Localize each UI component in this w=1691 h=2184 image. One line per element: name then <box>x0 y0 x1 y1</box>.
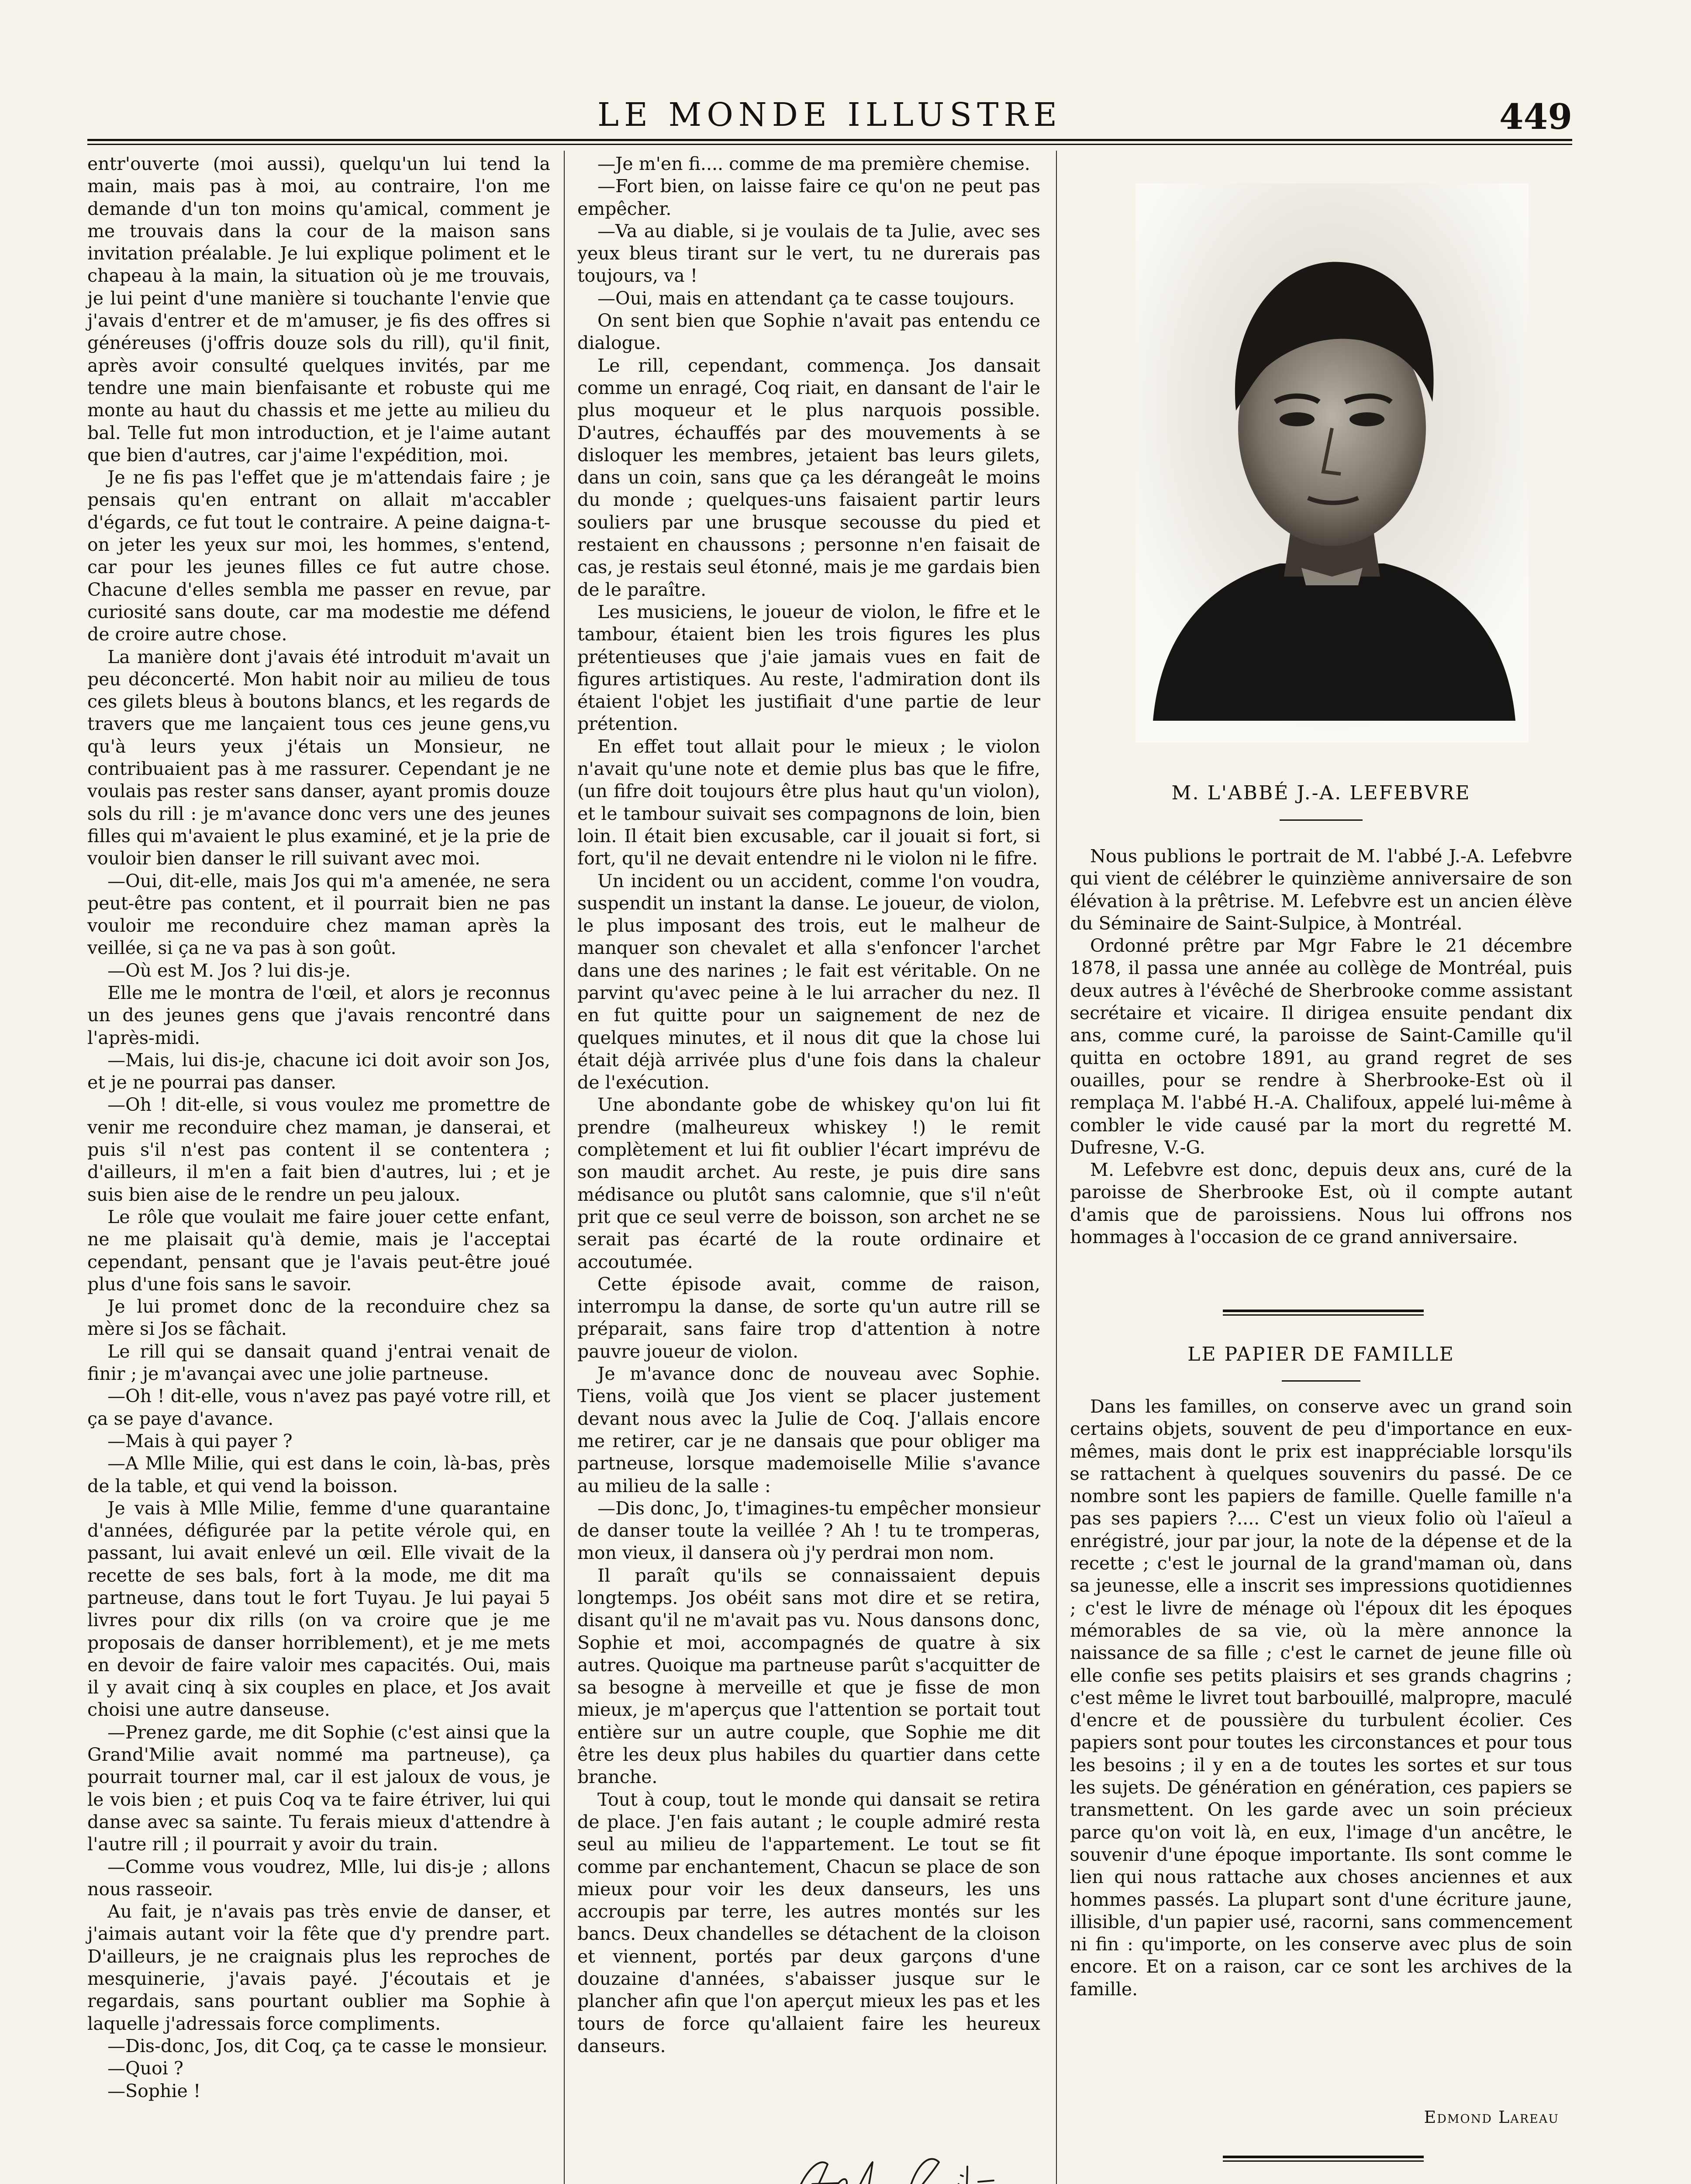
masthead-rule <box>87 139 1572 145</box>
paragraph: La manière dont j'avais été introduit m'avait un peu déconcerté. Mon habit noir au milieu de tous ces gilets bleus à boutons blancs, et les regards de travers que me lançaient tous ces jeune gens,vu qu'à leurs yeux j'étais un Monsieur, ne contribuaient pas à me rassurer. Cependant je ne voulais pas rester sans danser, ayant promis douze sols du rill : je m'avance donc vers une des jeunes filles qui m'avaient le plus examiné, et je la prie de vouloir bien danser le rill suivant avec moi. <box>87 646 550 869</box>
paragraph: —Mais à qui payer ? <box>107 1430 293 1451</box>
paragraph: Une abondante gobe de whiskey qu'on lui fit prendre (malheureux whiskey !) le remit complètement et lui fit oublier l'écart imprévu de son maudit archet. Au reste, je puis dire sans médisance ou plutôt sans calomnie, que s'il n'eût prit que ce seul verre de boisson, son archet ne se serait pas écarté de la route ordinaire et accoutumée. <box>577 1094 1040 1272</box>
paragraph: Il paraît qu'ils se connaissaient depuis longtemps. Jos obéit sans mot dire et se retira, disant qu'il ne m'avait pas vu. Nous dansons donc, Sophie et moi, accompagnés de quatre à six autres. Quoique ma partneuse parût s'acquitter de sa besogne à merveille et que je fisse de mon mieux, je m'aperçus que l'attention se portait tout entière sur un autre couple, que Sophie me dit être les deux plus habiles du quartier dans cette branche. <box>577 1565 1040 1788</box>
column-separator-2 <box>1056 151 1057 2184</box>
section-divider <box>1223 1310 1424 1316</box>
paragraph: En effet tout allait pour le mieux ; le violon n'avait qu'une note et demie plus bas que le fifre, (un fifre doit toujours être plus haut qu'un violon), et le tambour suivait ses compagnons de loin, bien loin. Il était bien excusable, car il jouait si fort, si fort, qu'il ne devait entendre ni le violon ni le fifre. <box>577 736 1040 869</box>
portrait-engraving <box>1135 183 1529 743</box>
author-signature <box>756 2149 1061 2184</box>
masthead <box>87 96 1572 135</box>
paragraph: M. Lefebvre est donc, depuis deux ans, curé de la paroisse de Sherbrooke Est, où il compte autant d'amis que de paroissiens. Nous lui offrons nos hommages à l'occasion de ce grand anniversaire. <box>1070 1159 1572 1248</box>
caption-rule <box>1280 819 1363 821</box>
paragraph: —Mais, lui dis-je, chacune ici doit avoir son Jos, et je ne pourrai pas danser. <box>87 1049 550 1093</box>
article-author: Edmond Lareau <box>1424 2108 1559 2127</box>
paragraph: Dans les familles, on conserve avec un grand soin certains objets, souvent de peu d'importance en eux-mêmes, mais dont le prix est inappréciable lorsqu'ils se rattachent à quelques souvenirs du passé. De ce nombre sont les papiers de famille. Quelle famille n'a pas ses papiers ?.... C'est un vieux folio où l'aïeul a enrégistré, jour par jour, la note de la dépense et de la recette ; c'est le journal de la grand'maman où, dans sa jeunesse, elle a inscrit ses impressions quotidiennes ; c'est le livre de ménage où l'époux dit les époques mémorables de sa vie, où la mère annonce la naissance de sa fille ; c'est le carnet de jeune fille où elle confie ses petits plaisirs et ses grands chagrins ; c'est même le livret tout barbouillé, malpropre, maculé d'encre et de poussière du turbulent écolier. Ces papiers sont pour toutes les circonstances et pour tous les besoins ; il y en a de toutes les sortes et sur tous les sujets. De génération en génération, ces papiers se transmettent. On les garde avec un soin précieux parce qu'on voit là, en eux, l'image d'un ancêtre, le souvenir d'une époque importante. Ils sont comme le lien qui nous rattache aux choses anciennes et aux hommes passés. La plupart sont d'une écriture jaune, illisible, d'un papier usé, racorni, sans commencement ni fin : qu'importe, on les conserve avec plus de soin encore. Et on a raison, car ce sont les archives de la famille. <box>1070 1396 1572 2000</box>
paragraph: Je m'avance donc de nouveau avec Sophie. Tiens, voilà que Jos vient se placer justement devant nous avec la Julie de Coq. J'allais encore me retirer, car je ne dansais que pour obliger ma partneuse, lorsque mademoiselle Milie s'avance au milieu de la salle : <box>577 1363 1040 1496</box>
column-separator-1 <box>564 151 565 2184</box>
paragraph: Cette épisode avait, comme de raison, interrompu la danse, de sorte qu'un autre rill se préparait, sans faire trop d'attention à notre pauvre joueur de violon. <box>577 1273 1040 1362</box>
paragraph: On sent bien que Sophie n'avait pas entendu ce dialogue. <box>577 310 1040 354</box>
story-column-2 <box>577 153 1040 2057</box>
paragraph: —Va au diable, si je voulais de ta Julie, avec ses yeux bleus tirant sur le vert, tu ne durerais pas toujours, va ! <box>577 220 1040 287</box>
paragraph: —Prenez garde, me dit Sophie (c'est ainsi que la Grand'Milie avait nommé ma partneuse), ça pourrait tourner mal, car il est jaloux de vous, je le vois bien ; et puis Coq va te faire étriver, lui qui danse avec sa sainte. Tu ferais mieux d'attendre à l'autre rill ; il pourrait y avoir du train. <box>87 1721 550 1855</box>
section-title-rule <box>1282 1380 1360 1382</box>
paragraph: —Comme vous voudrez, Mlle, lui dis-je ; allons nous rasseoir. <box>87 1856 550 1900</box>
paragraph: —Oui, mais en attendant ça te casse toujours. <box>597 287 1015 309</box>
paragraph: Nous publions le portrait de M. l'abbé J.-A. Lefebvre qui vient de célébrer le quinzième anniversaire de son élévation à la prêtrise. M. Lefebvre est un ancien élève du Séminaire de Saint-Sulpice, à Montréal. <box>1070 846 1572 934</box>
paragraph: —Oh ! dit-elle, si vous voulez me promettre de venir me reconduire chez maman, je danserai, et puis s'il n'est pas content il se contentera ; d'ailleurs, il m'en a fait bien d'autres, lui ; et je suis bien aise de le rendre un peu jaloux. <box>87 1094 550 1205</box>
biography-article <box>1070 845 1572 1248</box>
signature-drawing <box>756 2149 1061 2184</box>
paragraph: —Quoi ? <box>107 2058 183 2079</box>
publication-title: LE MONDE ILLUSTRE <box>597 96 1063 134</box>
paragraph: Tout à coup, tout le monde qui dansait se retira de place. J'en fais autant ; le couple admiré resta seul au milieu de l'appartement. Le tout se fit comme par enchantement, Chacun se place de son mieux pour voir les deux danseurs, les uns accroupis par terre, les autres montés sur les bancs. Deux chandelles se détachent de la cloison et viennent, portés par deux garçons d'une douzaine d'années, s'abaisser jusque sur le plancher afin que l'on aperçut mieux les pas et les tours de force qu'allaient faire les heureux danseurs. <box>577 1789 1040 2056</box>
paragraph: —Dis-donc, Jos, dit Coq, ça te casse le monsieur. <box>107 2035 548 2056</box>
paragraph: Le rill, cependant, commença. Jos dansait comme un enragé, Coq riait, en dansant de l'air le plus moqueur et le plus narquois possible. D'autres, échauffés par des mouvements à se disloquer les membres, jetaient bas leurs gilets, dans un coin, sans que ça les dérangeât le moins du monde ; quelques-uns faisaient partir leurs souliers par une brusque secousse du pied et restaient en chaussons ; personne n'en faisait de cas, je restais seul étonné, mais je me gardais bien de le paraître. <box>577 355 1040 600</box>
story-column-1 <box>87 153 550 2102</box>
paragraph: Je lui promet donc de la reconduire chez sa mère si Jos se fâchait. <box>87 1296 550 1340</box>
portrait-image <box>1135 183 1529 743</box>
paragraph: —Où est M. Jos ? lui dis-je. <box>107 960 351 981</box>
section-title: LE PAPIER DE FAMILLE <box>1187 1343 1455 1365</box>
paragraph: —Oui, dit-elle, mais Jos qui m'a amenée, ne sera peut-être pas content, et il pourrait bien ne pas vouloir me reconduire chez maman après la veillée, si ça ne va pas à son goût. <box>87 870 550 959</box>
paragraph: —Fort bien, on laisse faire ce qu'on ne peut pas empêcher. <box>577 176 1040 219</box>
paragraph: Ordonné prêtre par Mgr Fabre le 21 décembre 1878, il passa une année au collège de Montréal, puis deux autres à l'évêché de Sherbrooke comme assistant secrétaire et vicaire. Il dirigea ensuite pendant dix ans, comme curé, la paroisse de Saint-Camille qu'il quitta en octobre 1891, au grand regret de ses ouailles, pour se rendre à Sherbrooke-Est où il remplaça M. l'abbé H.-A. Chalifoux, appelé lui-même à combler le vide causé par la mort du regretté M. Dufresne, V.-G. <box>1070 935 1572 1158</box>
paragraph: —Je m'en fi.... comme de ma première chemise. <box>597 153 1030 174</box>
paragraph: Le rôle que voulait me faire jouer cette enfant, ne me plaisait qu'à demie, mais je l'acceptai cependant, pensant que je l'avais peut-être joué plus d'une fois sans le savoir. <box>87 1206 550 1295</box>
paragraph: Elle me le montra de l'œil, et alors je reconnus un des jeunes gens que j'avais rencontré dans l'après-midi. <box>87 982 550 1048</box>
portrait-caption: M. L'ABBÉ J.-A. LEFEBVRE <box>1171 782 1471 804</box>
family-papers-article <box>1070 1396 1572 2001</box>
paragraph: Je vais à Mlle Milie, femme d'une quarantaine d'années, défigurée par la petite vérole qui, en passant, lui avait enlevé un œil. Elle vivait de la recette de ses bals, fort à la mode, me dit ma partneuse, dans tout le fort Tuyau. Je lui payai 5 livres pour dix rills (on va croire que je me proposais de danser horriblement), et je me mets en devoir de faire valoir mes capacités. Oui, mais il y avait cinq à six couples en place, et Jos avait choisi une autre danseuse. <box>87 1497 550 1721</box>
page-number: 449 <box>1499 96 1572 137</box>
paragraph: Au fait, je n'avais pas très envie de danser, et j'aimais autant voir la fête que d'y prendre part. D'ailleurs, je ne craignais plus les reproches de mesquinerie, j'avais payé. J'écoutais et je regardais, sans pourtant oublier ma Sophie à laquelle j'adressais force compliments. <box>87 1901 550 2034</box>
paragraph: —A Mlle Milie, qui est dans le coin, là-bas, près de la table, et qui vend la boisson. <box>87 1453 550 1496</box>
paragraph: —Oh ! dit-elle, vous n'avez pas payé votre rill, et ça se paye d'avance. <box>87 1386 550 1429</box>
paragraph: Un incident ou un accident, comme l'on voudra, suspendit un instant la danse. Le joueur, de violon, le plus imposant des trois, eut le malheur de manquer son chevalet et alla s'enfoncer l'archet dans une des narines ; le fait est véritable. On ne parvint qu'avec peine à le lui arracher du nez. Il en fut quitte pour un saignement de nez de quelques minutes, et il nous dit que la chose lui était déjà arrivée plus d'une fois dans la chaleur de l'exécution. <box>577 870 1040 1093</box>
paragraph: —Dis donc, Jo, t'imagines-tu empêcher monsieur de danser toute la veillée ? Ah ! tu te tromperas, mon vieux, il dansera où j'y perdrai mon nom. <box>577 1497 1040 1564</box>
paragraph: Les musiciens, le joueur de violon, le fifre et le tambour, étaient bien les trois figures les plus prétentieuses que j'aie jamais vues en fait de figures artistiques. Au reste, l'admiration dont ils étaient l'objet les justifiait d'une partie de leur prétention. <box>577 601 1040 735</box>
paragraph: entr'ouverte (moi aussi), quelqu'un lui tend la main, mais pas à moi, au contraire, l'on me demande d'un ton moins qu'amical, comment je me trouvais dans la cour de la maison sans invitation préalable. Je lui explique poliment et le chapeau à la main, la situation où je me trouvais, je lui peint d'une manière si touchante l'envie que j'avais d'entrer et de m'amuser, je fis des offres si généreuses (j'offris douze sols du rill), qu'il finit, après avoir consulté quelques invités, par me tendre une main bienfaisante et robuste qui me monte au haut du chassis et me jette au milieu du bal. Telle fut mon introduction, et je l'aime autant que bien d'autres, car j'aime l'expédition, moi. <box>87 153 550 466</box>
paragraph: Je ne fis pas l'effet que je m'attendais faire ; je pensais qu'en entrant on allait m'accabler d'égards, ce fut tout le contraire. A peine daigna-t-on jeter les yeux sur moi, les hommes, s'entend, car pour les jeunes filles ce fut autre chose. Chacune d'elles sembla me passer en revue, par curiosité sans doute, car ma modestie me défend de croire autre chose. <box>87 467 550 645</box>
paragraph: Le rill qui se dansait quand j'entrai venait de finir ; je m'avançai avec une jolie partneuse. <box>87 1341 550 1385</box>
advert-divider <box>1223 2156 1424 2162</box>
paragraph: —Sophie ! <box>107 2080 201 2101</box>
